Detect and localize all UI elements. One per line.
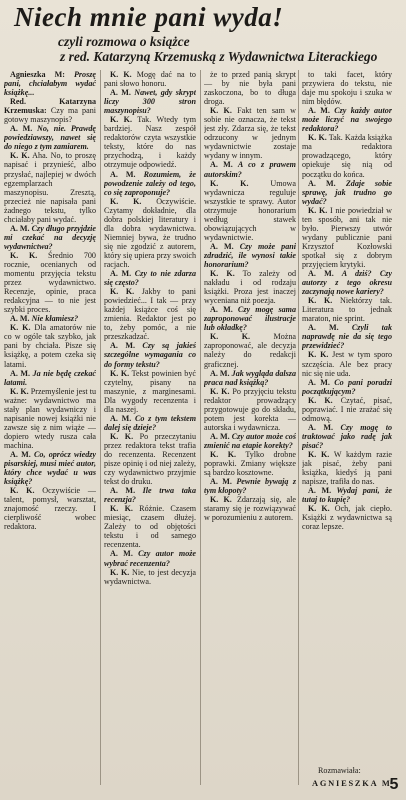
article-paragraph: A. M. A co z prawem autorskim? [204,160,296,179]
article-paragraph: A. M. Ja nie będę czekać latami. [4,368,96,387]
article-paragraph: A. M. Pewnie bywają z tym kłopoty? [204,477,296,496]
article-paragraph: A. M. Co pani poradzi początkującym? [302,377,392,396]
article-paragraph: K. K. Fakt ten sam w sobie nie oznacza, że tekst jest zły. Zdarza się, że tekst odrzucony w jednym wydawnictwie zostaje wydany w innym. [204,106,296,161]
article-paragraph: A. M. Czyli tak naprawdę nie da się tego przewidzieć? [302,323,392,351]
article-paragraph: K. K. To zależy od nakładu i od rodzaju książki. Proza jest inaczej wyceniana niż poezja. [204,269,296,306]
article-paragraph: A. M. Czy mogę to traktować jako radę jak pisać? [302,422,392,450]
article-column-1 [4,70,96,785]
article-paragraph: K. K. Jakby to pani powiedzieć... I tak — przy każdej książce coś się zmienia. Redaktor jest po to, żeby pomóc, a nie przeszkadzać. [104,287,196,342]
article-paragraph: K. K. I nie powiedział w ten sposób, ani tak nie było. Pierwszy utwór wydany publicznie pani Krzysztof Kozłowski spotkał się z dobrym przyjęciem krytyki. [302,205,392,269]
article-headline: Niech mnie pani wyda! [14,2,284,32]
article-subhead [58,34,403,64]
article-column-2 [104,70,196,785]
article-column-3 [204,70,296,785]
page-number: 5 [389,776,399,793]
article-paragraph: A. M. Nawet, gdy skrypt liczy 300 stron maszynopisu? [104,88,196,116]
article-paragraph: K. K. Różnie. Czasem miesiąc, czasem dłużej. Zależy to od objętości tekstu i od samego recenzenta. [104,504,196,550]
article-paragraph: K. K. Tak. Wtedy tym bardziej. Nasz zespół redaktorów czyta wszystkie teksty, które do nas przychodzą, i każdy otrzymuje odpowiedź. [104,115,196,170]
article-paragraph: K. K. Tylko drobne poprawki. Zmiany większe są bardzo kosztowne. [204,449,296,478]
article-paragraph: A. M. Jak wygląda dalsza praca nad książką? [204,368,296,387]
article-column-4 [302,70,392,785]
article-paragraph: A. M. Czy mogę sama zaproponować ilustracje lub okładkę? [204,305,296,333]
article-paragraph: A. M. Nie kłamiesz? [10,314,79,324]
article-paragraph: K. K. Po przeczytaniu przez redaktora tekst trafia do recenzenta. Recenzent pisze opinię i od niej zależy, czy wydawnictwo przyjmie tekst do druku. [104,431,196,487]
article-paragraph: K. K. Jest w tym sporo szczęścia. Ale bez pracy nic się nie uda. [302,350,392,378]
article-paragraph: K. K. Po przyjęciu tekstu redaktor prowadzący przygotowuje go do składu, potem jest korekta — autorska i wydawnicza. [204,386,296,432]
article-paragraph: A. M. Co, oprócz wiedzy pisarskiej, musi mieć autor, który chce wydać u was książkę? [4,449,96,487]
article-paragraph: K. K. Dla amatorów nie co w ogóle tak szybko, jak pani by chciała. Pisze się książkę, a potem czeka się latami. [4,323,96,369]
signoff-author: AGNIESZKA M [312,779,392,788]
article-paragraph: K. K. Średnio 700 rocznie, ocenianych od momentu przyjęcia tekstu przez wydawnictwo. Recenzje, opinie, praca redakcyjna — to nie jest szybki proces. [4,250,96,315]
article-paragraph: A. M. Czy długo przyjdzie mi czekać na decyzję wydawnictwa? [4,223,96,251]
column-divider [298,70,299,785]
article-paragraph: K. K. Czytać, pisać, poprawiać. I nie zrażać się odmową. [302,395,392,423]
article-paragraph: K. K. W każdym razie jak pisać, żeby pani książka, kiedyś ją pani napisze, trafiła do nas. [302,449,392,487]
article-paragraph: A. M. A dziś? Czy autorzy z tego okresu zaczynają nowe kariery? [302,269,392,297]
article-paragraph: K. K. Mogę dać na to pani słowo honoru. [104,70,196,89]
article-paragraph: K. K. Przemyślenie jest tu ważne: wydawnictwo ma stały plan wydawniczy i napisanie nowej książki nie zawsze się z nim wiąże — dopiero wtedy rusza cała machina. [4,386,96,450]
article-paragraph: Red. Katarzyna Krzemuska: Czy ma pani gotowy maszynopis? [4,97,96,125]
article-paragraph: K. K. Można zaproponować, ale decyzja należy do redakcji graficznej. [204,332,296,369]
article-paragraph: K. K. Oczywiście. Czytamy dokładnie, dla dobra polskiej literatury i dla dobra wydawnictwa. Niemniej bywa, że trudno się nie zgodzić z autorem, który się upiera przy swoich racjach. [104,196,196,269]
article-paragraph: K. K. Zdarzają się, ale staramy się je rozwiązywać w porozumieniu z autorem. [204,495,296,523]
article-paragraph: A. M. No, nie. Prawdę powiedziawszy, nawet się do niego z tym zamiarem. [4,124,96,152]
article-paragraph: K. K. Umowa wydawnicza reguluje wszystkie te sprawy. Autor otrzymuje honorarium według stawek obowiązujących w wydawnictwie. [204,178,296,242]
article-paragraph: A. M. Czy są jakieś szczególne wymagania co do formy tekstu? [104,341,196,369]
article-paragraph: A. M. Czy autor może coś zmienić na etapie korekty? [204,431,296,450]
article-paragraph: A. M. Wydaj pani, że tutaj to kupię? [302,486,392,505]
article-paragraph: K. K. Och, jak ciepło. Książki z wydawnictwa są coraz lepsze. [302,504,392,532]
article-paragraph: K. K. Tak. Każda książka ma redaktora prowadzącego, który opiekuje się nią od początku do końca. [302,133,392,179]
article-paragraph: A. M. Czy autor może wybrać recenzenta? [104,549,196,568]
article-paragraph: A. M. Czy każdy autor może liczyć na swojego redaktora? [302,106,392,134]
article-paragraph: A. M. Co z tym tekstem dalej się dzieje? [104,413,196,432]
article-paragraph: K. K. Nie, to jest decyzja wydawnictwa. [104,567,196,586]
article-paragraph: to taki facet, który przywiera do tekstu, nie daje mu spokoju i szuka w nim błędów. [302,70,392,107]
article-paragraph: A. M. Zdaje sobie sprawę, jak trudno go wydać? [302,178,392,206]
subhead-line-2: z red. Katarzyną Krzemuską z Wydawnictwa Literackiego [60,49,378,64]
article-paragraph: K. K. Aha. No, to proszę napisać i przynieść, albo przysłać, najlepiej w dwóch egzemplarzach maszynopisu. Zresztą, przecież nie napisała pani żadnego tekstu, tylko chciałaby pani wydać. [4,151,96,224]
article-paragraph: A. M. Czy może pani zdradzić, ile wynosi takie honorarium? [204,241,296,269]
article-paragraph: Agnieszka M: Proszę pani, chciałabym wydać książkę... [4,70,96,98]
article-paragraph: K. K. Tekst powinien być czytelny, pisany na maszynie, z marginesami. Dla wygody recenzenta i dla naszej. [104,368,196,414]
article-paragraph: K. K. Oczywiście — talent, pomysł, warsztat, znajomość rzeczy. I cierpliwość wobec redaktora. [4,486,96,532]
article-paragraph: A. M. Ile trwa taka recenzja? [104,486,196,505]
article-paragraph: A. M. Rozumiem, że powodzenie zależy od tego, co się zaproponuje? [104,169,196,197]
article-paragraph: że to przed panią skrypt — by nie była pani zaskoczona, bo to długa droga. [204,70,296,107]
article-columns [4,70,392,785]
column-divider [200,70,201,785]
subhead-line-1: czyli rozmowa o książce [58,34,190,49]
article-paragraph: K. K. Niektórzy tak. Literatura to jednak maraton, nie sprint. [302,296,392,324]
article-paragraph: A. M. Czy to nie zdarza się często? [104,269,196,288]
signoff-label: Rozmawiała: [318,766,361,775]
column-divider [100,70,101,785]
